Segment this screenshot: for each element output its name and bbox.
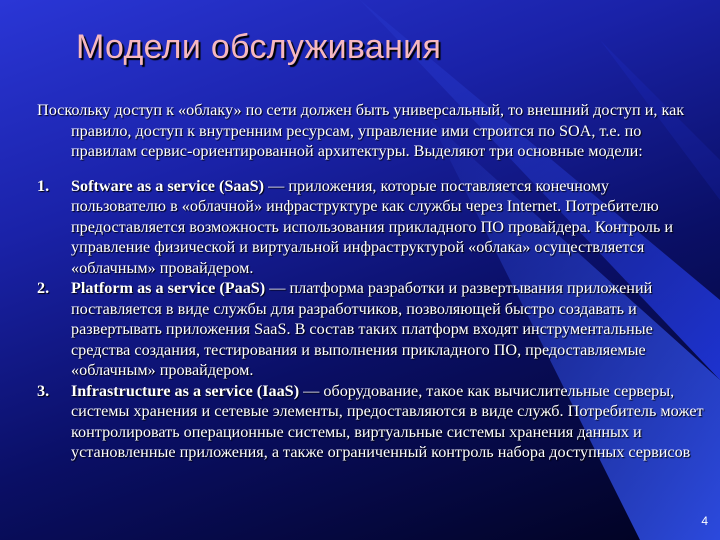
list-item <box>37 176 705 279</box>
item-number: 1. <box>37 176 50 195</box>
model-name: Infrastructure as a service (IaaS) <box>71 381 300 400</box>
model-name: Platform as a service (PaaS) <box>71 279 266 297</box>
list-item <box>37 381 705 463</box>
slide-title: Модели обслуживания <box>76 28 442 66</box>
intro-paragraph: Поскольку доступ к «облаку» по сети должен быть универсальный, то внешний доступ и, как правило, доступ к внутренним ресурсам, управление ими строится по SOA, т.е. по правилам сервис-ориентированной архитектуры. Выделяют три основные модели: <box>37 101 685 160</box>
item-number: 3. <box>37 381 50 400</box>
model-description: — оборудование, такое как вычислительные серверы, системы хранения и сетевые элементы, предоставляются в виде служб. Потребитель может контролировать операционные системы, виртуальные системы хранения данных и установленные приложения, а также ограниченный контроль набора доступных сервисов <box>71 381 704 461</box>
item-number: 2. <box>37 279 50 297</box>
model-name: Software as a service (SaaS) <box>71 176 265 195</box>
model-description: — платформа разработки и развертывания приложений поставляется в виде службы для разработчиков, позволяющей быстро создавать и развертывать приложения SaaS. В состав таких платформ входят инструментальные средства создания, тестирования и выполнения прикладного ПО, предоставляемые «облачным» провайдером. <box>71 279 653 379</box>
page-number: 4 <box>701 514 708 528</box>
list-item <box>37 278 705 381</box>
service-models-list <box>37 176 705 463</box>
slide-body <box>37 100 705 463</box>
model-description: — приложения, которые поставляется конечному пользователю в «облачной» инфраструктуре как службы через Internet. Потребителю предоставляется возможность использования прикладного ПО провайдера. Контроль и управление физической и виртуальной инфраструктурой «облака» осуществляется «облачным» провайдером. <box>71 176 674 277</box>
